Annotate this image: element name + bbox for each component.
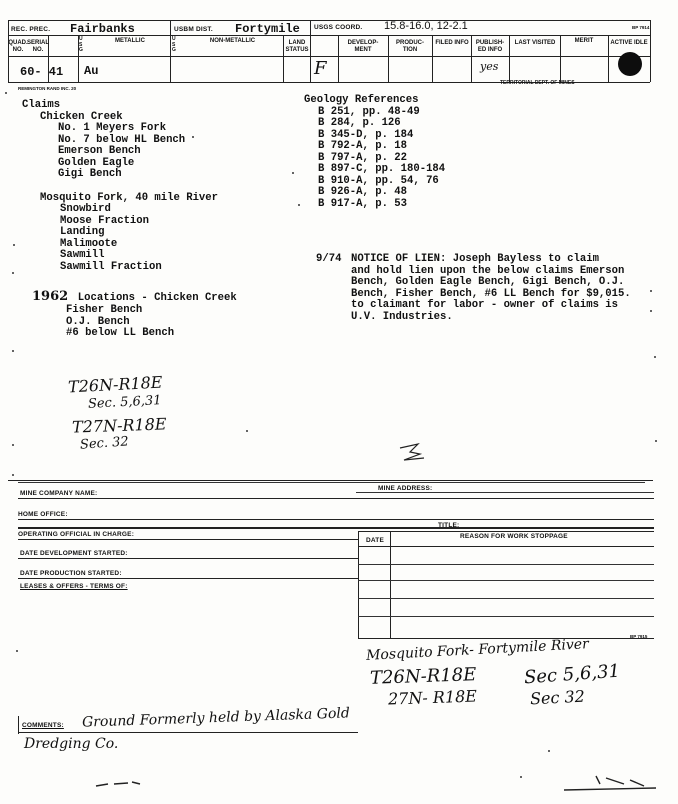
township-note-2: T27N-R18E	[71, 414, 167, 437]
notice-date: 9/74	[316, 253, 342, 265]
col-serial-no: SERIAL NO.	[26, 40, 49, 53]
usbm-dist-value: Fortymile	[235, 22, 300, 36]
territorial-note: TERRITORIAL DEPT. OF MINES	[500, 80, 575, 86]
list-item: #6 below LL Bench	[66, 327, 175, 339]
list-item: Golden Eagle	[58, 156, 135, 169]
township-note-1: T26N-R18E	[67, 372, 163, 397]
col-non-metallic: NON-METALLIC	[209, 38, 256, 44]
notice-line: Bench, Golden Eagle Bench, Gigi Bench, O.J.	[351, 276, 625, 288]
locations-year: 1962	[32, 289, 69, 304]
claims-heading: Claims	[22, 99, 61, 111]
list-item: B 284, p. 126	[318, 117, 401, 129]
col-usg-metallic: U S G	[79, 36, 83, 53]
stoppage-form-code: BP 7915	[630, 634, 648, 639]
list-item: No. 7 below HL Bench	[58, 133, 186, 146]
date-col-header: DATE	[366, 537, 385, 544]
metallic-value: Au	[84, 64, 99, 78]
locations-1962-list	[66, 305, 237, 340]
township-note-3: T26N-R18E	[369, 664, 477, 689]
col-merit: MERIT	[574, 38, 594, 44]
mosquito-fork-list	[60, 204, 237, 273]
rec-prec-value: Fairbanks	[70, 22, 135, 36]
list-item: Moose Fraction	[60, 214, 150, 227]
list-item: B 251, pp. 48-49	[318, 105, 420, 118]
quad-serial-value: 60- 41	[20, 65, 64, 79]
reason-col-header: REASON FOR WORK STOPPAGE	[460, 533, 568, 540]
list-item: Malimoote	[60, 237, 118, 250]
claims-section	[22, 100, 237, 340]
mosquito-fork-note: Mosquito Fork- Fortymile River	[365, 636, 590, 664]
comments-text-2: Dredging Co.	[24, 736, 119, 752]
list-item: Emerson Bench	[58, 145, 141, 157]
comments-label: COMMENTS:	[22, 722, 64, 729]
land-status-value: F	[314, 58, 327, 79]
form-code: BP 7914	[632, 25, 650, 30]
bottom-right-stamp	[560, 772, 660, 796]
list-item: Landing	[60, 226, 105, 238]
notice-line: Bench, Fisher Bench, #6 LL Bench for $9,015.	[351, 287, 631, 300]
notice-line: U.V. Industries.	[351, 310, 453, 323]
date-production-started-label: DATE PRODUCTION STARTED:	[20, 570, 122, 577]
list-item: B 792-A, p. 18	[318, 140, 408, 152]
list-item: Sawmill Fraction	[60, 260, 162, 273]
leases-offers-label: LEASES & OFFERS - TERMS OF:	[20, 583, 128, 590]
date-development-started-label: DATE DEVELOPMENT STARTED:	[20, 550, 128, 557]
home-office-label: HOME OFFICE:	[18, 511, 68, 518]
list-item: B 926-A, p. 48	[318, 186, 408, 198]
col-land-status: LAND STATUS	[285, 40, 309, 53]
township-note-4: 27N- R18E	[387, 686, 478, 709]
geology-section	[304, 95, 445, 210]
signature-mark	[396, 440, 430, 470]
notice-line: to claimant for labor - owner of claims is	[351, 299, 619, 311]
col-production: PRODUC-TION	[396, 40, 424, 53]
col-metallic: METALLIC	[115, 38, 145, 44]
chicken-creek-title: Chicken Creek	[40, 110, 123, 123]
col-active-idle: ACTIVE IDLE	[610, 40, 648, 46]
rec-prec-label: REC. PREC.	[11, 26, 51, 33]
col-filed-info: FILED INFO	[435, 40, 469, 46]
notice-text	[351, 254, 631, 323]
locations-1962-heading	[32, 287, 237, 305]
section-note-2: Sec. 32	[79, 434, 130, 453]
operating-official-label: OPERATING OFFICIAL IN CHARGE:	[18, 531, 135, 538]
stamp-mark	[94, 778, 144, 790]
list-item: Snowbird	[60, 203, 111, 215]
active-marker	[618, 52, 642, 76]
comments-text-1: Ground Formerly held by Alaska Gold	[81, 705, 351, 731]
col-development: DEVELOP-MENT	[347, 40, 379, 53]
section-note-4: Sec 32	[529, 686, 586, 709]
printer-note: REMINGTON RAND INC. 20	[18, 86, 77, 91]
list-item: B 797-A, p. 22	[318, 151, 408, 164]
locations-title: Locations - Chicken Creek	[77, 292, 237, 304]
list-item: B 897-C, pp. 180-184	[318, 163, 446, 175]
published-info-value: yes	[480, 60, 499, 73]
col-usg-nonmetallic: U S G	[172, 36, 176, 53]
usbm-dist-label: USBM DIST.	[174, 26, 213, 33]
list-item: B 917-A, p. 53	[318, 197, 408, 210]
list-item: B 910-A, pp. 54, 76	[318, 174, 439, 187]
col-last-visited: LAST VISITED	[514, 40, 556, 46]
col-published-info: PUBLISH-ED INFO	[475, 40, 505, 53]
list-item: Gigi Bench	[58, 168, 122, 180]
notice-line: NOTICE OF LIEN: Joseph Bayless to claim	[351, 253, 599, 265]
list-item: O.J. Bench	[66, 315, 130, 328]
section-note-1: Sec. 5,6,31	[87, 393, 162, 412]
notice-line: and hold lien upon the below claims Emerson	[351, 264, 625, 277]
list-item: Sawmill	[60, 249, 105, 261]
list-item: B 345-D, p. 184	[318, 128, 414, 141]
col-quad-no: QUAD. NO.	[8, 40, 28, 53]
chicken-creek-list	[58, 123, 237, 181]
list-item: Fisher Bench	[66, 304, 143, 316]
usgs-coord-label: USGS COORD.	[314, 24, 363, 31]
mosquito-fork-title: Mosquito Fork, 40 mile River	[40, 191, 219, 204]
mine-address-label: MINE ADDRESS:	[378, 485, 433, 492]
geology-heading: Geology References	[304, 94, 419, 106]
list-item: No. 1 Meyers Fork	[58, 122, 167, 134]
mine-company-name-label: MINE COMPANY NAME:	[20, 490, 98, 497]
title-label: TITLE:	[438, 522, 460, 529]
usgs-coord-value: 15.8-16.0, 12-2.1	[384, 20, 468, 32]
section-note-3: Sec 5,6,31	[523, 660, 621, 689]
geology-ref-list	[318, 107, 445, 211]
